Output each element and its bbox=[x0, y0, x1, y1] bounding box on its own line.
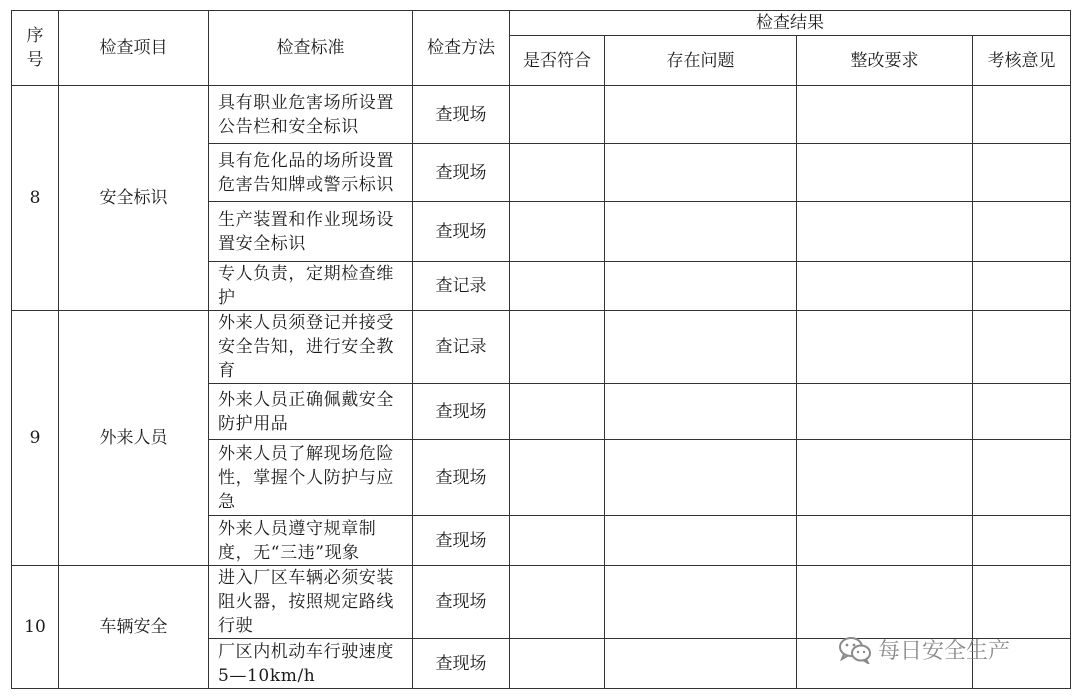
watermark-text: 每日安全生产 bbox=[878, 639, 1011, 664]
cell-standard bbox=[209, 440, 413, 516]
cell-assessment bbox=[973, 311, 1071, 384]
cell-compliant bbox=[510, 144, 605, 202]
cell-problems bbox=[605, 384, 797, 440]
standard-line: 度，无“三违”现象 bbox=[218, 542, 360, 563]
cell-problems bbox=[605, 566, 797, 639]
standard-line: 安全告知，进行安全教 bbox=[218, 337, 394, 357]
standard-line: 育 bbox=[218, 361, 236, 381]
table-row bbox=[12, 566, 1071, 639]
cell-assessment bbox=[973, 202, 1071, 262]
standard-line: 急 bbox=[218, 491, 236, 512]
cell-method: 查现场 bbox=[413, 566, 510, 639]
standard-line: 具有危化品的场所设置 bbox=[218, 150, 394, 171]
inspection-table bbox=[11, 10, 1071, 689]
cell-compliant bbox=[510, 311, 605, 384]
cell-standard bbox=[209, 202, 413, 262]
standard-line: 具有职业危害场所设置 bbox=[218, 92, 394, 113]
cell-problems bbox=[605, 516, 797, 566]
cell-method: 查现场 bbox=[413, 202, 510, 262]
standard-line: 生产装置和作业现场设 bbox=[218, 209, 394, 230]
cell-method: 查记录 bbox=[413, 311, 510, 384]
cell-assessment bbox=[973, 440, 1071, 516]
cell-assessment bbox=[973, 516, 1071, 566]
cell-compliant bbox=[510, 440, 605, 516]
standard-line: 阻火器，按照规定路线 bbox=[218, 592, 394, 612]
cell-compliant bbox=[510, 639, 605, 689]
standard-line: 置安全标识 bbox=[218, 233, 306, 254]
cell-rectification bbox=[797, 202, 973, 262]
cell-method: 查现场 bbox=[413, 639, 510, 689]
cell-method: 查现场 bbox=[413, 516, 510, 566]
cell-method: 查现场 bbox=[413, 144, 510, 202]
cell-problems bbox=[605, 86, 797, 144]
header-method: 检查方法 bbox=[413, 11, 510, 86]
cell-method: 查现场 bbox=[413, 86, 510, 144]
cell-compliant bbox=[510, 262, 605, 311]
cell-standard bbox=[209, 86, 413, 144]
cell-compliant bbox=[510, 202, 605, 262]
cell-standard bbox=[209, 262, 413, 311]
header-rectification: 整改要求 bbox=[797, 36, 973, 86]
cell-rectification bbox=[797, 440, 973, 516]
cell-standard bbox=[209, 566, 413, 639]
header-problems: 存在问题 bbox=[605, 36, 797, 86]
table-row bbox=[12, 86, 1071, 144]
header-seq bbox=[12, 11, 59, 86]
cell-rectification bbox=[797, 384, 973, 440]
cell-compliant bbox=[510, 86, 605, 144]
header-seq-line2: 号 bbox=[26, 50, 44, 70]
standard-line: 5—10km/h bbox=[218, 665, 316, 686]
cell-rectification bbox=[797, 311, 973, 384]
cell-rectification bbox=[797, 516, 973, 566]
cell-seq: 9 bbox=[12, 311, 59, 566]
standard-line: 护 bbox=[218, 288, 236, 308]
standard-line: 外来人员正确佩戴安全 bbox=[218, 389, 394, 410]
table-body bbox=[12, 86, 1071, 689]
standard-line: 危害告知牌或警示标识 bbox=[218, 174, 394, 195]
cell-problems bbox=[605, 262, 797, 311]
cell-item: 安全标识 bbox=[59, 86, 209, 311]
standard-line: 公告栏和安全标识 bbox=[218, 116, 359, 137]
cell-method: 查记录 bbox=[413, 262, 510, 311]
cell-seq: 10 bbox=[12, 566, 59, 689]
standard-line: 外来人员遵守规章制 bbox=[218, 518, 377, 539]
cell-problems bbox=[605, 639, 797, 689]
cell-assessment bbox=[973, 384, 1071, 440]
standard-line: 防护用品 bbox=[218, 413, 289, 434]
cell-compliant bbox=[510, 516, 605, 566]
header-seq-line1: 序 bbox=[26, 26, 44, 46]
cell-rectification bbox=[797, 144, 973, 202]
header-assessment: 考核意见 bbox=[973, 36, 1071, 86]
cell-problems bbox=[605, 440, 797, 516]
cell-standard bbox=[209, 311, 413, 384]
standard-line: 专人负责，定期检查维 bbox=[218, 264, 394, 284]
header-standard: 检查标准 bbox=[209, 11, 413, 86]
cell-standard bbox=[209, 516, 413, 566]
cell-assessment bbox=[973, 262, 1071, 311]
cell-assessment bbox=[973, 639, 1071, 689]
standard-line: 外来人员了解现场危险 bbox=[218, 443, 394, 464]
cell-compliant bbox=[510, 384, 605, 440]
cell-method: 查现场 bbox=[413, 384, 510, 440]
header-compliant: 是否符合 bbox=[510, 36, 605, 86]
cell-problems bbox=[605, 202, 797, 262]
header-item: 检查项目 bbox=[59, 11, 209, 86]
cell-problems bbox=[605, 144, 797, 202]
cell-standard bbox=[209, 639, 413, 689]
cell-assessment bbox=[973, 86, 1071, 144]
cell-rectification bbox=[797, 566, 973, 639]
standard-line: 进入厂区车辆必须安装 bbox=[218, 568, 394, 588]
standard-line: 性，掌握个人防护与应 bbox=[218, 467, 394, 488]
cell-standard bbox=[209, 384, 413, 440]
standard-line: 厂区内机动车行驶速度 bbox=[218, 641, 394, 662]
cell-rectification bbox=[797, 86, 973, 144]
cell-assessment bbox=[973, 566, 1071, 639]
header-result-group: 检查结果 bbox=[510, 11, 1071, 36]
cell-problems bbox=[605, 311, 797, 384]
standard-line: 行驶 bbox=[218, 616, 254, 636]
cell-assessment bbox=[973, 144, 1071, 202]
cell-rectification bbox=[797, 639, 973, 689]
cell-standard bbox=[209, 144, 413, 202]
cell-method: 查现场 bbox=[413, 440, 510, 516]
cell-item: 车辆安全 bbox=[59, 566, 209, 689]
table-row bbox=[12, 311, 1071, 384]
standard-line: 外来人员须登记并接受 bbox=[218, 313, 394, 333]
cell-rectification bbox=[797, 262, 973, 311]
cell-seq: 8 bbox=[12, 86, 59, 311]
cell-item: 外来人员 bbox=[59, 311, 209, 566]
cell-compliant bbox=[510, 566, 605, 639]
